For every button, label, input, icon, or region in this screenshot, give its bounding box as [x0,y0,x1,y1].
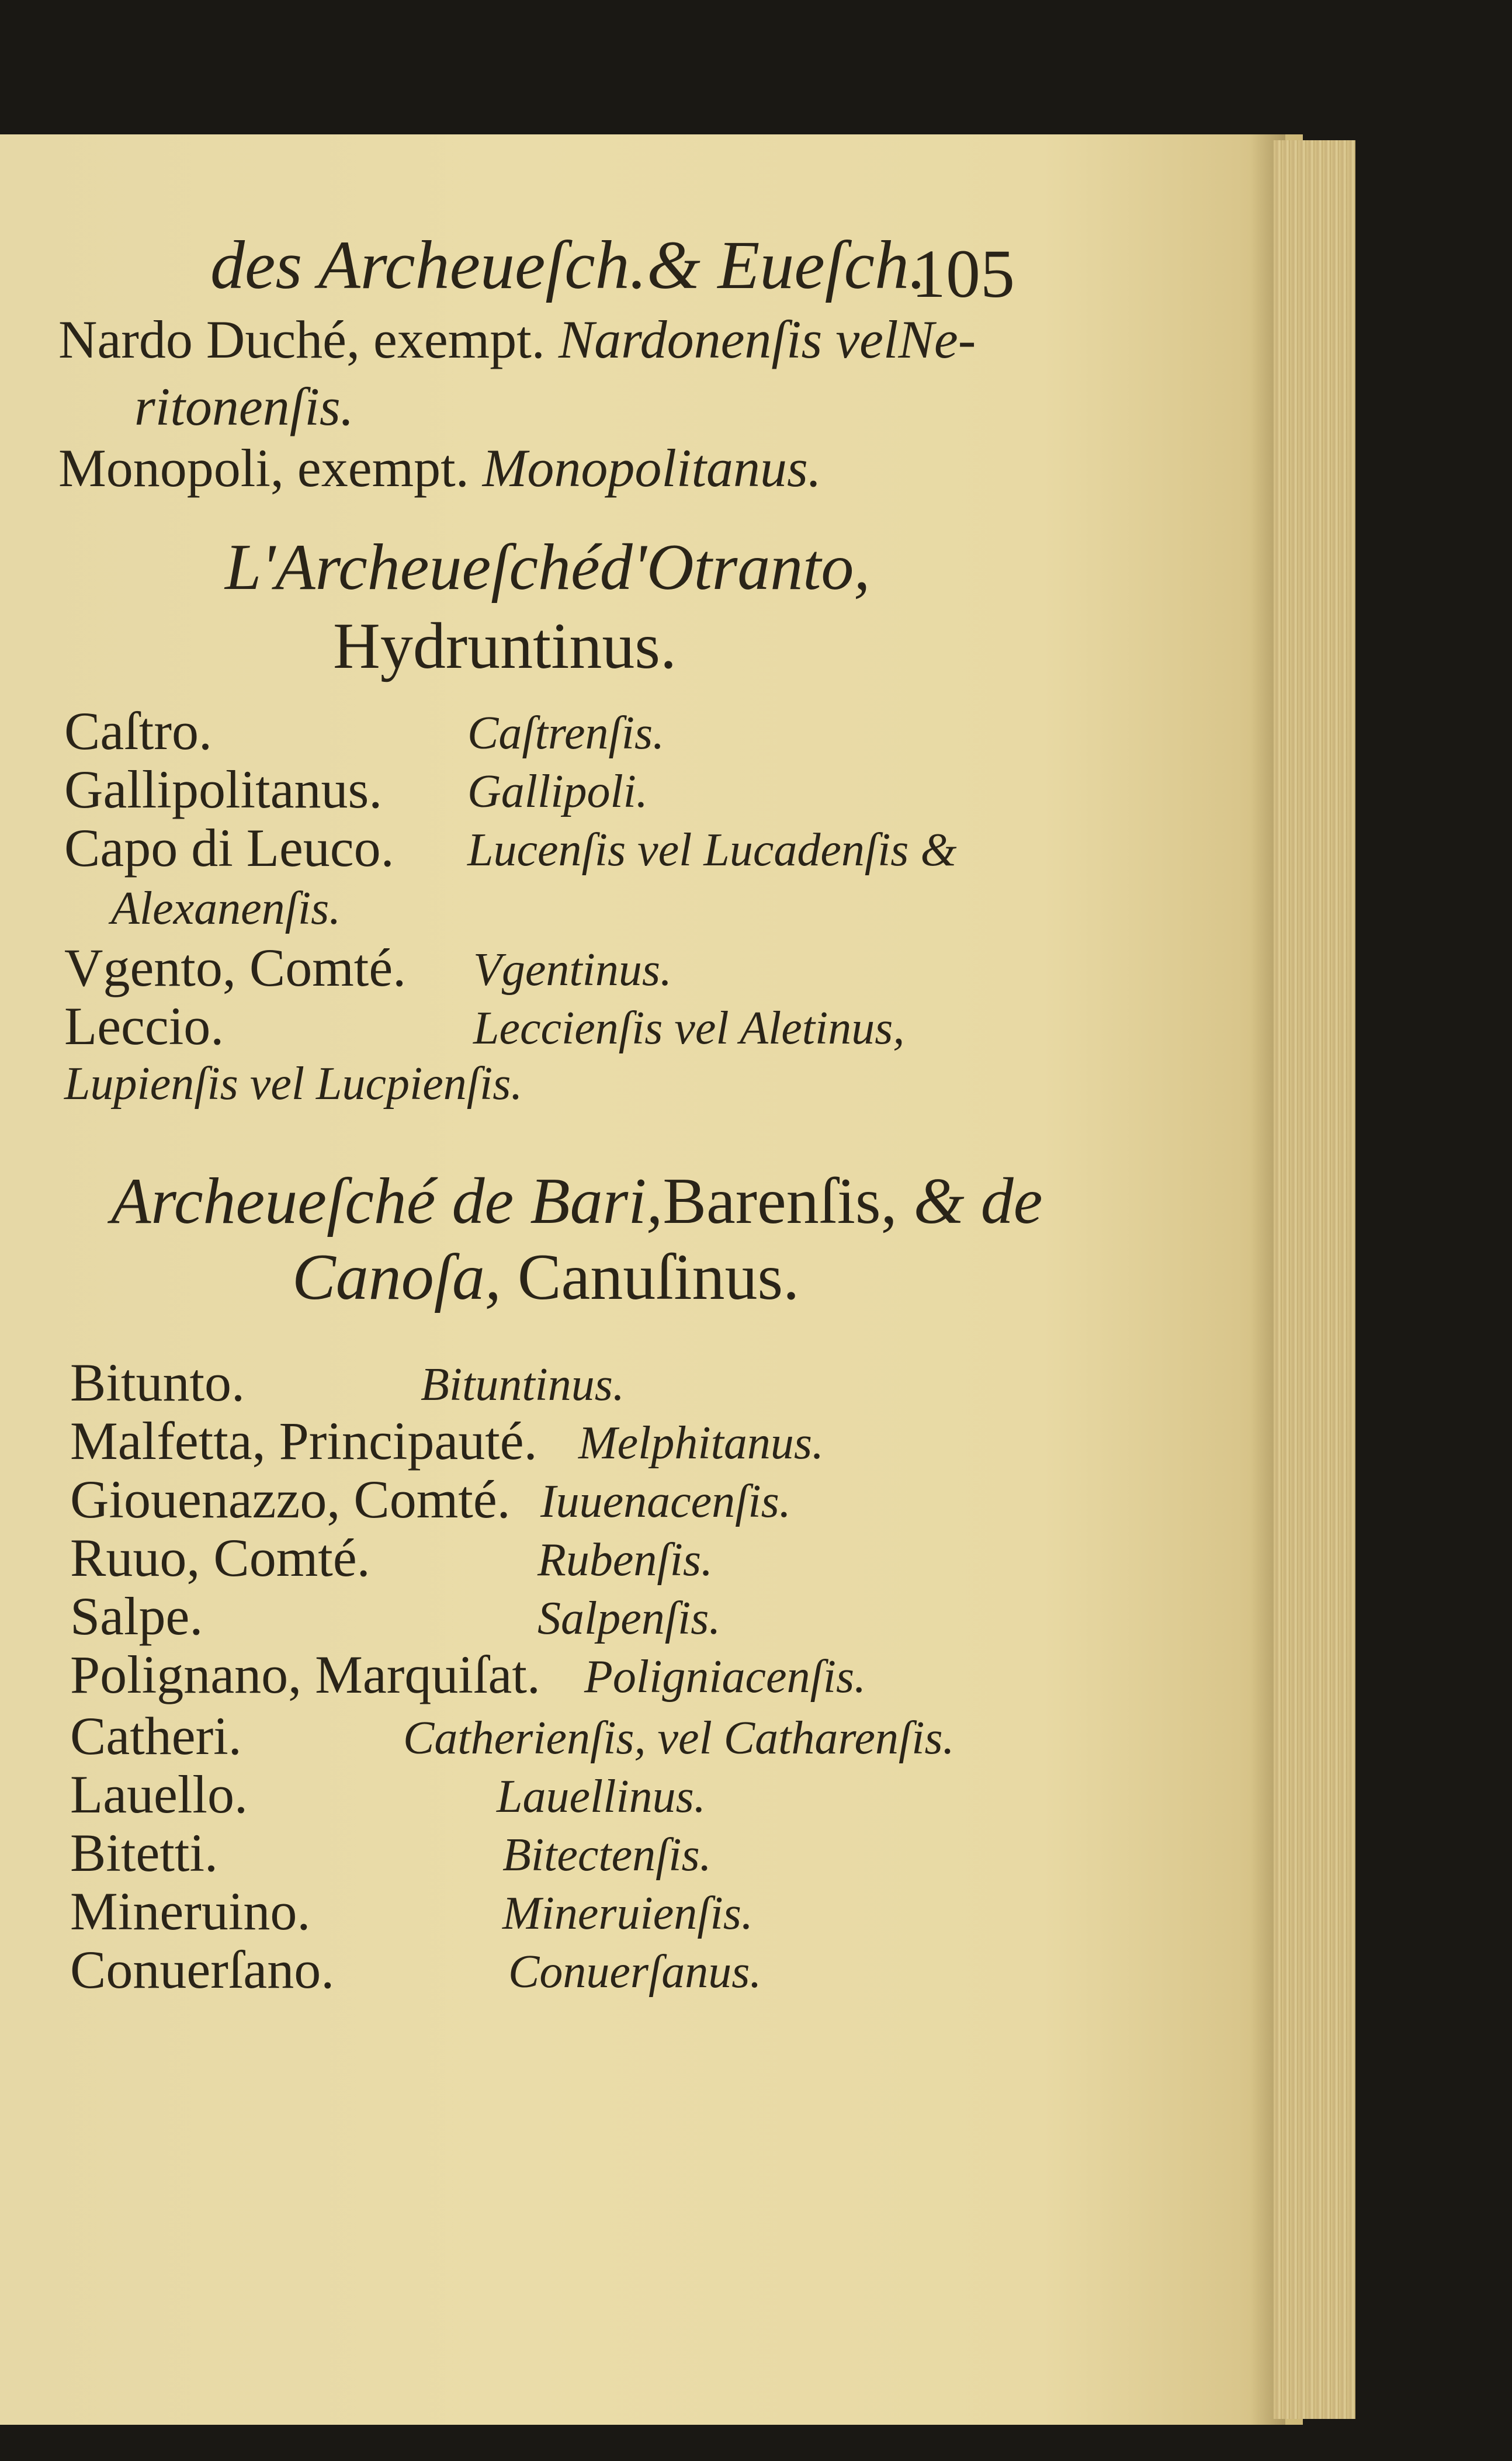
entry-latin: Iuuenacenſis. [540,1476,791,1527]
section2-heading-roman: Barenſis, [663,1165,897,1238]
entry-latin: Gallipoli. [467,766,648,817]
entry-latin: Lucenſis vel Lucadenſis & [467,824,957,876]
page-number: 105 [911,235,1015,312]
entry-latin-continued: Lupienſis vel Lucpienſis. [64,1058,523,1110]
entry-place: Giouenazzo, Comté. [70,1469,511,1529]
section2-heading [111,1165,1043,1238]
section1-subheading: Hydruntinus. [333,610,677,682]
entry-latin: Lauellinus. [497,1771,706,1822]
page-stack-edge [1274,140,1355,2419]
entry-latin: Caſtrenſis. [467,708,665,759]
entry-place: Ruuo, Comté. [70,1528,370,1587]
entry-latin: Salpenſis. [537,1593,721,1644]
intro-line-3 [58,438,821,498]
section1-heading: L'Archeueſchéd'Otranto, [225,531,871,604]
section2-heading-italic-b: & de [913,1165,1043,1238]
running-head: des Archeueſch.& Eueſch. [210,227,927,303]
entry-latin: Conuerſanus. [508,1946,762,1998]
entry-place: Polignano, Marquiſat. [70,1645,540,1704]
entry-place: Caſtro. [64,701,212,761]
entry-latin: Leccienſis vel Aletinus, [473,1003,905,1054]
entry-latin: Melphitanus. [578,1417,824,1469]
entry-place: Catheri. [70,1706,242,1766]
entry-latin: Rubenſis. [537,1534,713,1586]
entry-place: Vgento, Comté. [64,938,407,997]
entry-place: Conuerſano. [70,1940,335,1999]
section2-heading-italic: Archeueſché de Bari, [111,1165,663,1238]
section2-subheading [292,1241,800,1313]
section2-subheading-italic: Canoſa, [292,1241,501,1313]
intro-place: Monopoli, exempt. [58,438,469,498]
entry-place: Capo di Leuco. [64,818,394,878]
entry-place: Bitunto. [70,1353,245,1412]
intro-latin: Monopolitanus. [482,438,821,498]
intro-place: Nardo Duché, exempt. [58,310,545,369]
entry-place: Malfetta, Principauté. [70,1411,537,1471]
entry-place: Leccio. [64,996,224,1056]
intro-latin: Nardonenſis velNe- [558,310,976,369]
entry-latin: Bituntinus. [421,1359,625,1410]
entry-place: Gallipolitanus. [64,760,383,819]
entry-place: Salpe. [70,1586,203,1646]
entry-place: Mineruino. [70,1881,311,1941]
entry-place: Bitetti. [70,1823,218,1883]
entry-latin-continued: Alexanenſis. [111,883,341,934]
intro-line-2: ritonenſis. [134,377,354,436]
entry-latin: Catherienſis, vel Catharenſis. [403,1713,955,1764]
intro-line-1 [58,310,976,369]
section2-subheading-roman: Canuſinus. [517,1241,800,1313]
entry-latin: Vgentinus. [473,944,672,996]
entry-latin: Poligniacenſis. [584,1651,866,1703]
entry-place: Lauello. [70,1765,248,1824]
entry-latin: Bitectenſis. [502,1829,712,1881]
entry-latin: Mineruienſis. [502,1888,753,1939]
